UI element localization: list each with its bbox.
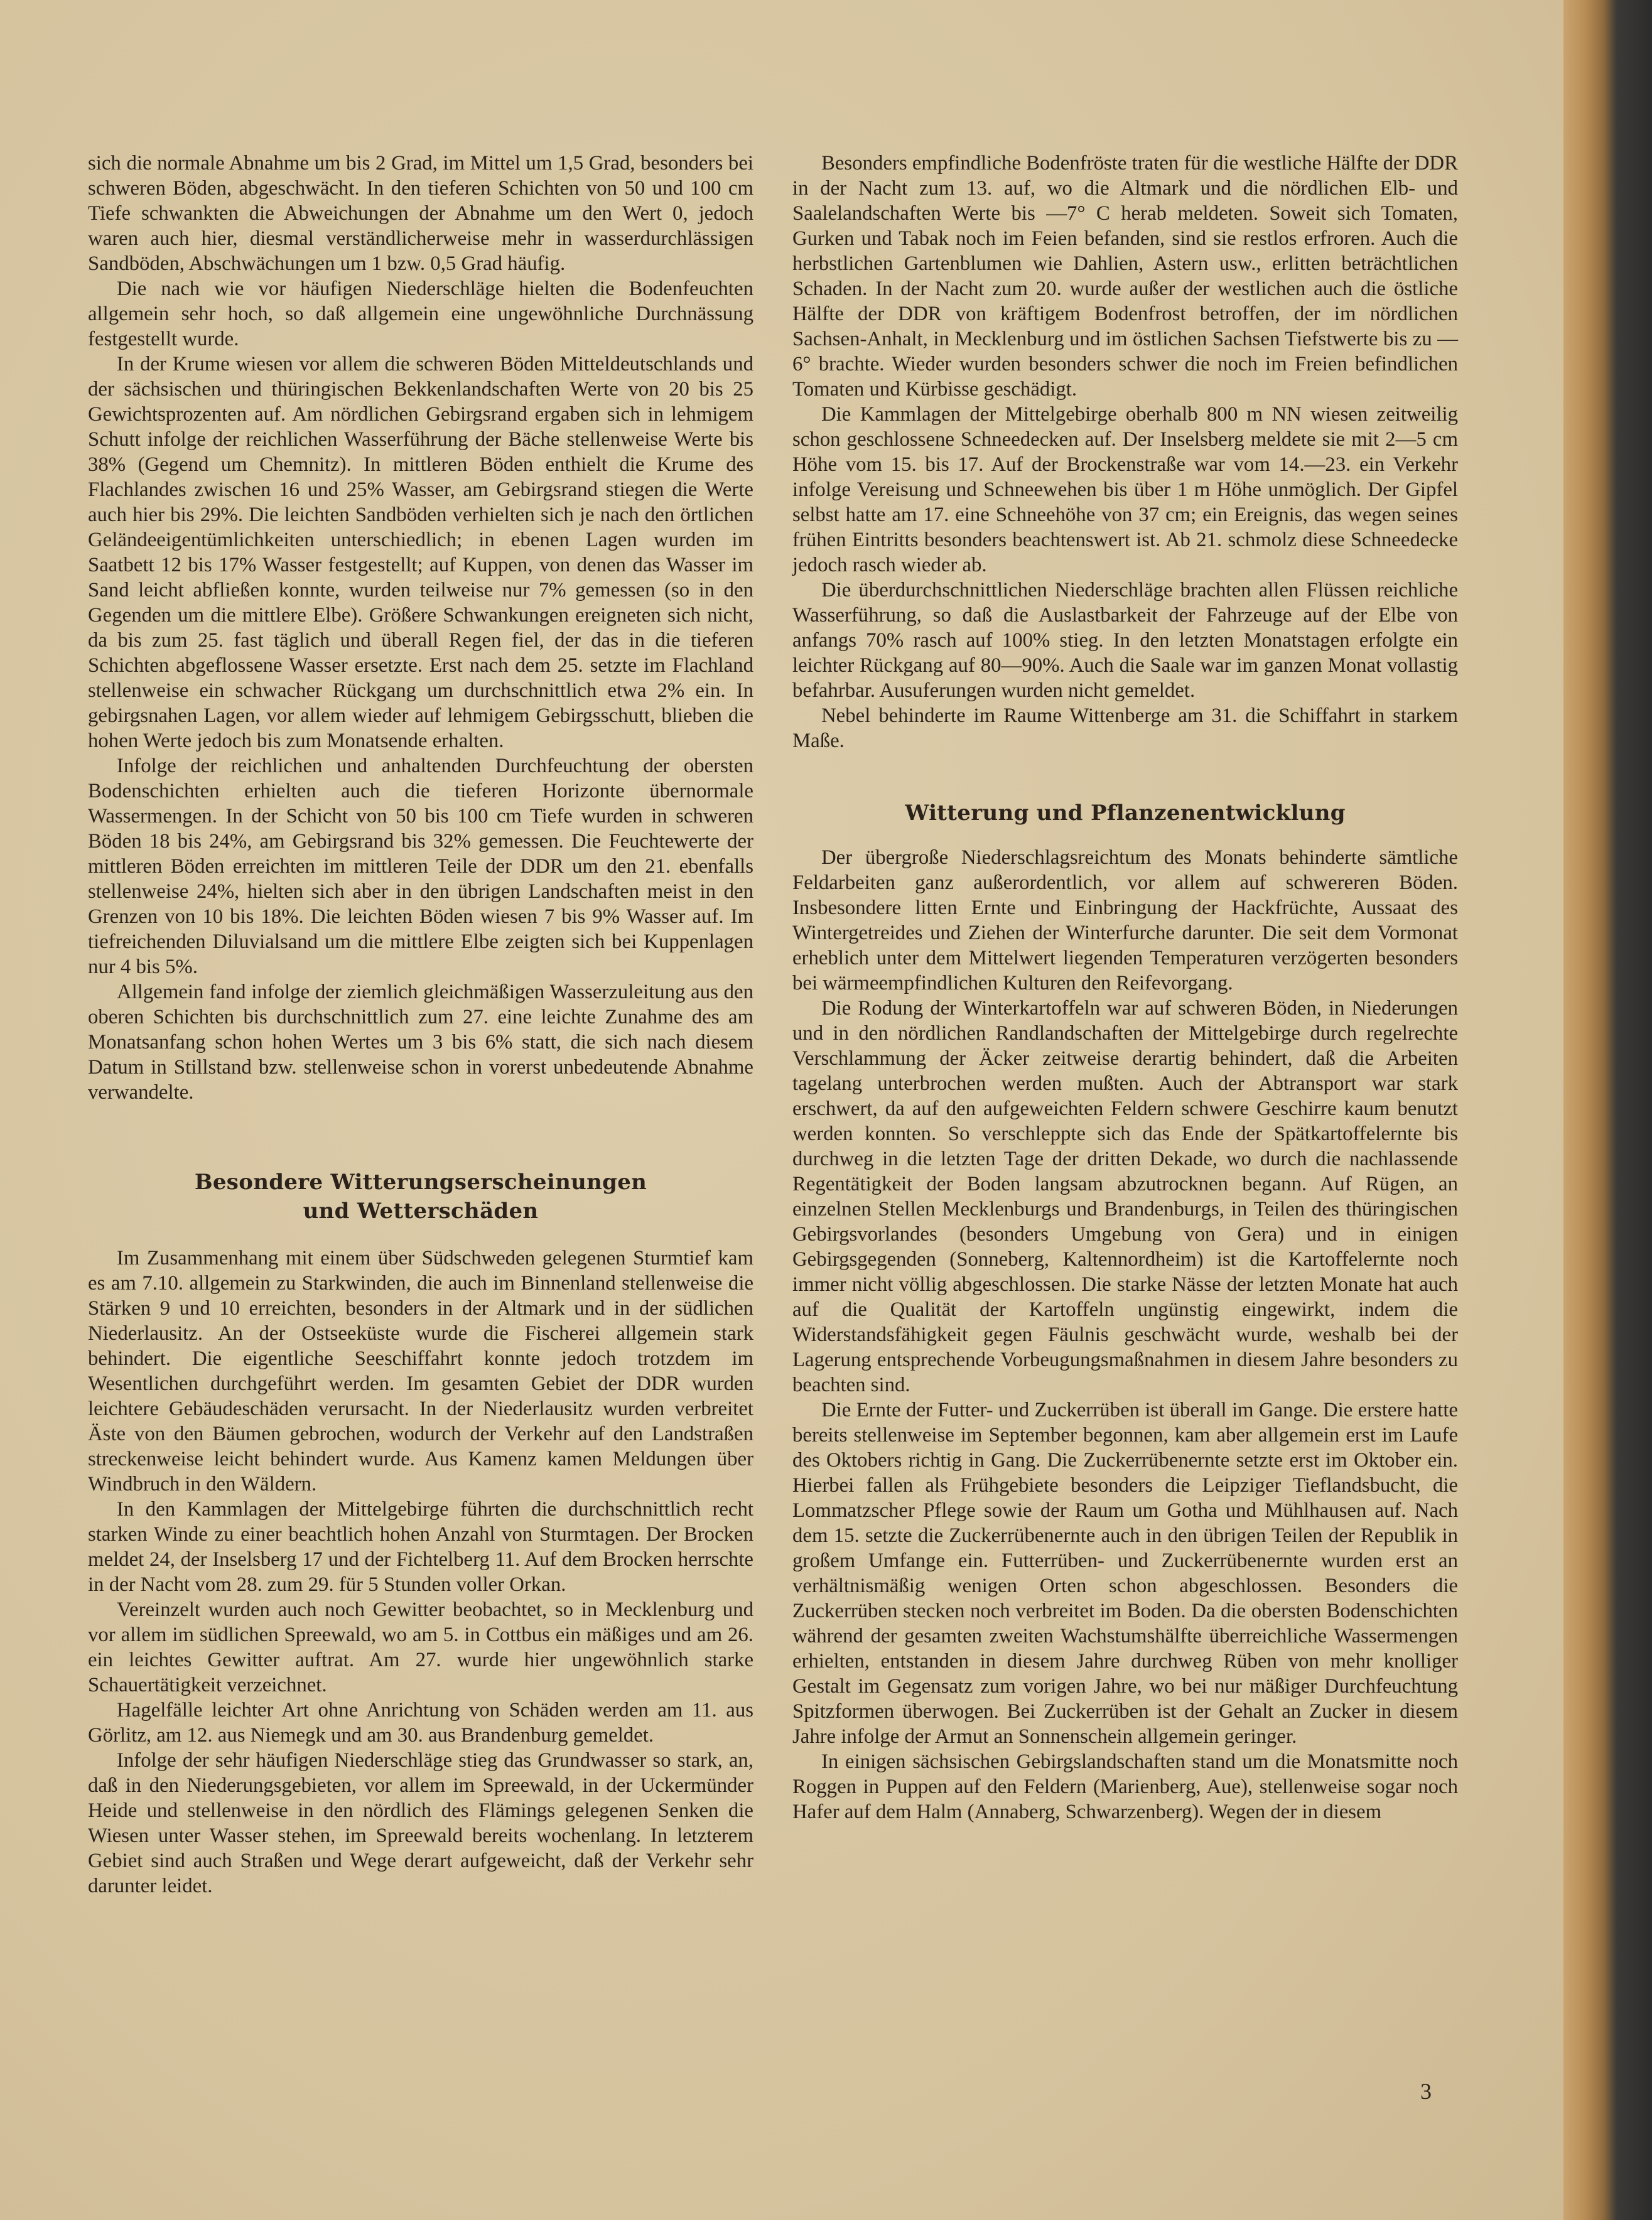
- book-spine: [1563, 0, 1652, 2220]
- section-heading: Witterung und Pflanzenentwicklung: [905, 800, 1346, 826]
- paragraph: Vereinzelt wurden auch noch Gewitter beobachtet, so in Mecklenburg und vor allem im südlichen Spreewald, wo am 5. in Cottbus ein mäßiges und am 26. ein leichtes Gewitter auftrat. Am 27. wurde hier ungewöhnlich starke Schauertätigkeit verzeichnet.: [88, 1598, 753, 1696]
- heading-line: Besondere Witterungserscheinungen: [194, 1170, 647, 1195]
- section-spacer: [88, 1226, 753, 1246]
- page-number: 3: [1420, 2079, 1432, 2104]
- paragraph: Nebel behinderte im Raume Wittenberge am 31. die Schiffahrt in starkem Maße.: [792, 704, 1458, 752]
- paragraph: Die nach wie vor häufigen Niederschläge hielten die Bodenfeuchten allgemein sehr hoch, so daß allgemein eine ungewöhnliche Durchnässung festgestellt wurde.: [88, 278, 753, 350]
- paragraph: Infolge der sehr häufigen Niederschläge stieg das Grundwasser so stark, an, daß in den Niederungsgebieten, vor allem im Spreewald, in der Uckermünder Heide und stellenweise in den nördlich des Flämings gelegenen Senken die Wiesen unter Wasser stehen, im Spreewald bereits wochenlang. In letzterem Gebiet sind auch Straßen und Wege derart aufgeweicht, daß der Verkehr sehr darunter leidet.: [88, 1749, 753, 1897]
- section-spacer: [792, 827, 1458, 845]
- right-column: [792, 151, 1458, 1824]
- paragraph: sich die normale Abnahme um bis 2 Grad, im Mittel um 1,5 Grad, besonders bei schweren Böden, abgeschwächt. In den tieferen Schichten von 50 und 100 cm Tiefe schwankten die Abweichungen der Abnahme um den Wert 0, jedoch waren auch hier, diesmal verständlicherweise mehr in wasserdurchlässigen Sandböden, Abschwächungen um 1 bzw. 0,5 Grad häufig.: [88, 152, 753, 275]
- paragraph: Die Ernte der Futter- und Zuckerrüben ist überall im Gange. Die erstere hatte bereits stellenweise im September begonnen, kam aber allgemein erst im Laufe des Oktobers richtig in Gang. Die Zuckerrübenernte setzte erst im Oktober ein. Hierbei fallen als Frühgebiete besonders die Leipziger Tieflandsbucht, die Lommatzscher Pflege sowie der Raum um Gotha und Mühlhausen auf. Nach dem 15. setzte die Zuckerrübenernte auch in den übrigen Teilen der Republik in großem Umfange ein. Futterrüben- und Zuckerrübenernte wurden erst an verhältnismäßig wenigen Orten schon abgeschlossen. Besonders die Zuckerrüben stecken noch verbreitet im Boden. Da die obersten Bodenschichten während der gesamten zweiten Wachstumshälfte überreichliche Wassermengen erhielten, entstanden in diesem Jahre durchweg Rüben von mehr knolliger Gestalt im Gegensatz zum vorigen Jahre, wo bei nur mäßiger Durchfeuchtung Spitzformen überwogen. Bei Zuckerrüben ist der Gehalt an Zucker in diesem Jahre infolge der Armut an Sonnenschein allgemein geringer.: [792, 1399, 1458, 1748]
- paragraph: Besonders empfindliche Bodenfröste traten für die westliche Hälfte der DDR in der Nacht zum 13. auf, wo die Altmark und die nördlichen Elb- und Saalelandschaften Werte bis —7° C herab meldeten. Soweit sich Tomaten, Gurken und Tabak noch im Feien befanden, sind sie restlos erfroren. Auch die herbstlichen Gartenblumen wie Dahlien, Astern usw., erlitten beträchtlichen Schaden. In der Nacht zum 20. wurde außer der westlichen auch die östliche Hälfte der DDR von kräftigem Bodenfrost betroffen, der im nördlichen Sachsen-Anhalt, in Mecklenburg und im östlichen Sachsen Tiefstwerte bis zu —6° brachte. Wieder wurden besonders schwer die noch im Freien befindlichen Tomaten und Kürbisse geschädigt.: [792, 152, 1458, 401]
- heading-line: und Wetterschäden: [303, 1199, 539, 1224]
- left-column: [88, 151, 753, 1899]
- paragraph: Der übergroße Niederschlagsreichtum des Monats behinderte sämtliche Feldarbeiten ganz außerordentlich, vor allem auf schwereren Böden. Insbesondere litten Ernte und Einbringung der Hackfrüchte, Aussaat des Wintergetreides und Ziehen der Winterfurche darunter. Die seit dem Vormonat erheblich unter dem Mittelwert liegenden Temperaturen verzögerten besonders bei wärmeempfindlichen Kulturen den Reifevorgang.: [792, 846, 1458, 994]
- paragraph: In der Krume wiesen vor allem die schweren Böden Mitteldeutschlands und der sächsischen und thüringischen Bekkenlandschaften Werte von 20 bis 25 Gewichtsprozenten auf. Am nördlichen Gebirgsrand ergaben sich in lehmigem Schutt infolge der reichlichen Wasserführung der Bäche stellenweise Werte bis 38% (Gegend um Chemnitz). In mittleren Böden enthielt die Krume des Flachlandes zwischen 16 und 25% Wasser, am Gebirgsrand stiegen die Werte auch hier bis 29%. Die leichten Sandböden verhielten sich je nach den örtlichen Geländeeigentümlichkeiten unterschiedlich; in ebenen Lagen wurden im Saatbett 12 bis 17% Wasser festgestellt; auf Kuppen, von denen das Wasser im Sand leicht abfließen konnte, wurden teilweise nur 7% gemessen (so in den Gegenden um die mittlere Elbe). Größere Schwankungen ereigneten sich nicht, da bis zum 25. fast täglich und überall Regen fiel, der das in die tieferen Schichten abgeflossene Wasser ersetzte. Erst nach dem 25. setzte im Flachland stellenweise ein schwacher Rückgang um durchschnittlich etwa 2% ein. In gebirgsnahen Lagen, vor allem wieder auf lehmigem Gebirgsschutt, blieben die hohen Werte jedoch bis zum Monatsende erhalten.: [88, 353, 753, 752]
- paragraph: Hagelfälle leichter Art ohne Anrichtung von Schäden werden am 11. aus Görlitz, am 12. aus Niemegk und am 30. aus Brandenburg gemeldet.: [88, 1699, 753, 1747]
- paragraph: Allgemein fand infolge der ziemlich gleichmäßigen Wasserzuleitung aus den oberen Schichten bis durchschnittlich zum 27. eine leichte Zunahme des am Monatsanfang schon hohen Wertes um 3 bis 6% statt, die sich nach diesem Datum in Stillstand bzw. stellenweise schon in vorerst unbedeutende Abnahme verwandelte.: [88, 981, 753, 1104]
- section-spacer: [88, 1105, 753, 1168]
- paragraph: In den Kammlagen der Mittelgebirge führten die durchschnittlich recht starken Winde zu einer beachtlich hohen Anzahl von Sturmtagen. Der Brocken meldet 24, der Inselsberg 17 und der Fichtelberg 11. Auf dem Brocken herrschte in der Nacht vom 28. zum 29. für 5 Stunden voller Orkan.: [88, 1498, 753, 1596]
- paragraph: Infolge der reichlichen und anhaltenden Durchfeuchtung der obersten Bodenschichten erhielten auch die tieferen Horizonte übernormale Wassermengen. In der Schicht von 50 bis 100 cm Tiefe wurden in schweren Böden 18 bis 24%, am Gebirgsrand bis 32% gemessen. Die Feuchtewerte der mittleren Böden erreichten im mittleren Teile der DDR um den 21. ebenfalls stellenweise 24%, hielten sich aber in den übrigen Landschaften meist in den Grenzen von 10 bis 18%. Die leichten Böden wiesen 7 bis 9% Wasser auf. Im tiefreichenden Diluvialsand um die mittlere Elbe zeigten sich bei Kuppenlagen nur 4 bis 5%.: [88, 755, 753, 978]
- paragraph: Die Kammlagen der Mittelgebirge oberhalb 800 m NN wiesen zeitweilig schon geschlossene Schneedecken auf. Der Inselsberg meldete sie mit 2—5 cm Höhe vom 15. bis 17. Auf der Brockenstraße war vom 14.—23. ein Verkehr infolge Vereisung und Schneewehen bis über 1 m Höhe unmöglich. Der Gipfel selbst hatte am 17. eine Schneehöhe von 37 cm; ein Ereignis, das wegen seines frühen Eintritts besonders beachtenswert ist. Ab 21. schmolz diese Schneedecke jedoch rasch wieder ab.: [792, 403, 1458, 576]
- paragraph: In einigen sächsischen Gebirgslandschaften stand um die Monatsmitte noch Roggen in Puppen auf den Feldern (Marienberg, Aue), stellenweise sogar noch Hafer auf dem Halm (Annaberg, Schwarzenberg). Wegen der in diesem: [792, 1750, 1458, 1823]
- paragraph: Im Zusammenhang mit einem über Südschweden gelegenen Sturmtief kam es am 7.10. allgemein zu Starkwinden, die auch im Binnenland stellenweise die Stärken 9 und 10 erreichten, besonders in der Altmark und in der südlichen Niederlausitz. An der Ostseeküste wurde die Fischerei allgemein stark behindert. Die eigentliche Seeschiffahrt konnte jedoch trotzdem im Wesentlichen durchgeführt werden. Im gesamten Gebiet der DDR wurden leichtere Gebäudeschäden verursacht. In der Niederlausitz wurden verbreitet Äste von den Bäumen gebrochen, wodurch der Verkehr auf den Landstraßen streckenweise leicht behindert wurde. Aus Kamenz kamen Meldungen über Windbruch in den Wäldern.: [88, 1247, 753, 1495]
- paragraph: Die überdurchschnittlichen Niederschläge brachten allen Flüssen reichliche Wasserführung, so daß die Auslastbarkeit der Fahrzeuge auf der Elbe von anfangs 70% rasch auf 100% stieg. In den letzten Monatstagen erfolgte ein leichter Rückgang auf 80—90%. Auch die Saale war im ganzen Monat vollastig befahrbar. Ausuferungen wurden nicht gemeldet.: [792, 579, 1458, 702]
- paragraph: Die Rodung der Winterkartoffeln war auf schweren Böden, in Niederungen und in den nördlichen Randlandschaften der Mittelgebirge durch regelrechte Verschlammung der Äcker zeitweise derartig behindert, daß die Arbeiten tagelang unterbrochen werden mußten. Auch der Abtransport war stark erschwert, da auf den aufgeweichten Feldern schwere Geschirre kaum benutzt werden konnten. So verschleppte sich das Ende der Spätkartoffelernte bis durchweg in die letzten Tage der dritten Dekade, wo durch die nachlassende Regentätigkeit der Boden langsam abzutrocknen begann. Auf Rügen, an einzelnen Stellen Mecklenburgs und Brandenburgs, in Teilen des thüringischen Gebirgsvorlandes (besonders Umgebung von Gera) und in einigen Gebirgsgegenden (Sonneberg, Kaltennordheim) ist die Kartoffelernte noch immer nicht völlig abgeschlossen. Die starke Nässe der letzten Monate hat auch auf die Qualität der Kartoffeln ungünstig eingewirkt, indem die Widerstandsfähigkeit gegen Fäulnis geschwächt wurde, weshalb bei der Lagerung entsprechende Vorbeugungsmaßnahmen in diesem Jahre besonders zu beachten sind.: [792, 997, 1458, 1396]
- section-heading: [88, 1168, 753, 1226]
- section-spacer: [792, 753, 1458, 799]
